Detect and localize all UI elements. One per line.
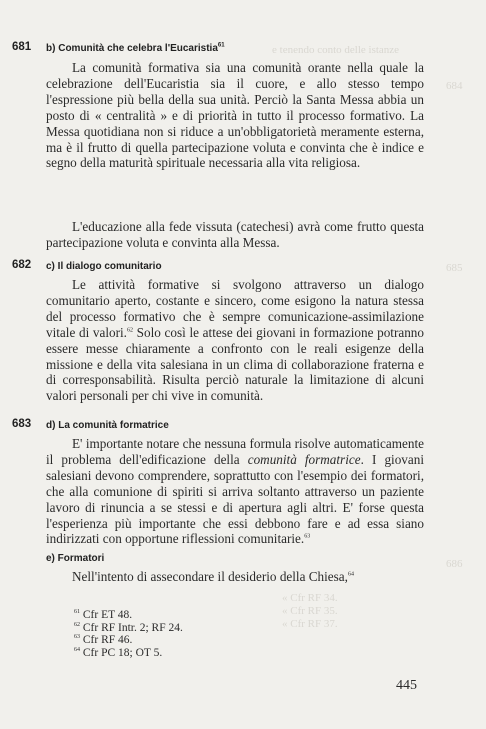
section-heading: e) Formatori bbox=[46, 553, 105, 564]
bleed-through: 686 bbox=[446, 558, 463, 570]
footnote-mark: 63 bbox=[74, 634, 80, 641]
paragraph bbox=[46, 277, 424, 404]
footnote-mark: 64 bbox=[74, 646, 80, 653]
paragraph-text: Solo così le attese dei giovani in formazione potranno essere messe chiaramente a confronto con le reali esigenze della missione e della vita salesiana in un clima di collaborazione fraterna e di corresponsabilità. Risulta perciò naturale la limitazione di alcuni valori personali per chi vive in comunità. bbox=[46, 324, 424, 404]
footnote-text: Cfr PC 18; OT 5. bbox=[82, 646, 163, 659]
paragraph bbox=[46, 436, 424, 547]
section-number: 681 bbox=[12, 41, 32, 53]
footnote-text: Cfr RF Intr. 2; RF 24. bbox=[82, 621, 183, 634]
footnote bbox=[74, 622, 183, 635]
section-heading: c) Il dialogo comunitario bbox=[46, 261, 162, 272]
footnote-ref: 62 bbox=[126, 327, 133, 334]
footnote-text: Cfr RF 46. bbox=[82, 634, 133, 646]
footnote bbox=[74, 609, 183, 622]
section-number: 683 bbox=[12, 418, 32, 430]
footnote bbox=[74, 647, 183, 660]
footnote-mark: 61 bbox=[74, 609, 80, 616]
page-number: 445 bbox=[396, 678, 417, 693]
bleed-through: « Cfr RF 34. bbox=[282, 592, 338, 604]
bleed-through: e tenendo conto delle istanze bbox=[272, 44, 400, 56]
footnotes bbox=[74, 609, 183, 659]
paragraph-text: Nell'intento di assecondare il desiderio della Chiesa, bbox=[72, 569, 348, 584]
paragraph-text: E' importante notare che nessuna formula risolve automaticamente il problema dell'edificazione della bbox=[46, 436, 424, 467]
bleed-through: « Cfr RF 35. bbox=[282, 605, 338, 617]
paragraph-text: . I giovani salesiani devono comprendere, soprattutto con l'esempio dei formatori, che alla comunione di spiriti si arriva soltanto attraverso un paziente lavoro di rinuncia a se stessi e di apertura agli altri. E' forse questa l'esperienza più importante che essi debbono fare e ad essa siano indirizzati con opportune riflessioni comunitarie. bbox=[46, 451, 425, 547]
section-heading bbox=[46, 43, 225, 54]
bleed-through: 685 bbox=[446, 262, 463, 274]
paragraph-text: Le attività formative si svolgono attraverso un dialogo comunitario aperto, costante e sincero, come esigono la natura stessa del processo formativo che è sempre comunicazione-assimilazione vitale di valori. bbox=[46, 277, 424, 340]
paragraph bbox=[46, 569, 424, 585]
footnote-ref: 61 bbox=[217, 42, 225, 49]
emphasis-text: comunità formatrice bbox=[247, 451, 361, 467]
section-heading: d) La comunità formatrice bbox=[46, 420, 169, 431]
footnote-ref: 64 bbox=[347, 571, 354, 578]
heading-text: b) Comunità che celebra l'Eucaristia bbox=[46, 43, 218, 54]
bleed-through: « Cfr RF 37. bbox=[282, 618, 338, 630]
footnote-ref: 63 bbox=[304, 534, 311, 541]
footnote-mark: 62 bbox=[74, 621, 80, 628]
section-number: 682 bbox=[12, 259, 32, 271]
footnote-text: Cfr ET 48. bbox=[82, 609, 133, 621]
paragraph: L'educazione alla fede vissuta (catechesi) avrà come frutto questa partecipazione voluta e convinta alla Messa. bbox=[46, 219, 424, 250]
bleed-through: 684 bbox=[446, 80, 463, 92]
paragraph: La comunità formativa sia una comunità orante nella quale la celebrazione dell'Eucaristia sia il cuore, e allo stesso tempo l'espressione più bella della sua unità. Perciò la Santa Messa abbia un posto di « centralità » e di priorità in tutto il processo formativo. La Messa quotidiana non si riduce a un'obbligatorietà meramente esterna, ma è il frutto di quella partecipazione voluta e convinta che è indice e segno della maturità spirituale necessaria alla vita religiosa. bbox=[46, 60, 424, 171]
footnote bbox=[74, 634, 183, 647]
